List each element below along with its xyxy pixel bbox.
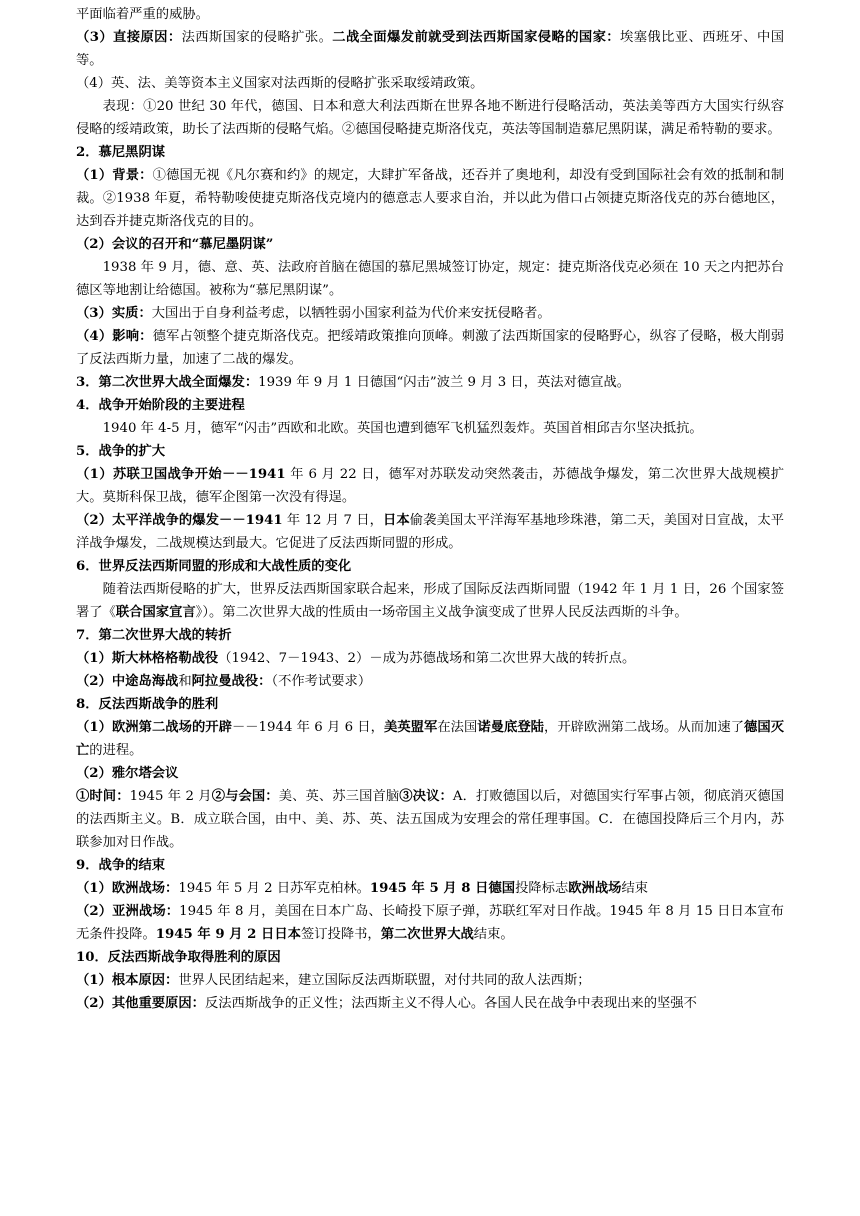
paragraph-munich-background xyxy=(76,164,784,233)
paragraph-europe xyxy=(76,877,784,900)
paragraph-yalta xyxy=(76,785,784,854)
subheading-yalta xyxy=(76,762,784,785)
paragraph-alliance xyxy=(76,578,784,624)
label: ③决议： xyxy=(399,789,453,804)
text: （不作考试要求） xyxy=(271,674,372,689)
text: 在法国 xyxy=(437,720,478,735)
label: （1）背景： xyxy=(76,168,153,183)
text: 1939 年 9 月 1 日德国“闪击”波兰 9 月 3 日，英法对德宣战。 xyxy=(258,375,631,390)
paragraph-munich-essence xyxy=(76,302,784,325)
heading-text: 8．反法西斯战争的胜利 xyxy=(76,697,219,712)
text: 埃塞俄比亚、西班牙、中国等。 xyxy=(76,30,785,68)
paragraph-munich-impact xyxy=(76,325,784,371)
label: ②与会国： xyxy=(211,789,279,804)
text: 美、英、苏三国首脑 xyxy=(278,789,400,804)
bold-text: 1945 年 5 月 8 日德国 xyxy=(369,881,516,896)
bold-text: 二战全面爆发前就受到法西斯国家侵略的国家： xyxy=(332,30,620,45)
text: 1945 年 2 月 xyxy=(129,789,212,804)
text: 1945 年 8 月，美国在日本广岛、长崎投下原子弹，苏联红军对日作战。1945 年 8 月 15 日日本宣布无条件投降。 xyxy=(76,904,784,942)
text: 和 xyxy=(178,674,192,689)
paragraph-intro-tail xyxy=(76,3,784,26)
heading-expansion xyxy=(76,440,784,463)
bold-text: 第二次世界大战 xyxy=(380,927,474,942)
heading-end xyxy=(76,854,784,877)
text: （4）英、法、美等资本主义国家对法西斯的侵略扩张采取绥靖政策。 xyxy=(76,76,484,91)
text: 德军占领整个捷克斯洛伐克。把绥靖政策推向顶峰。刺激了法西斯国家的侵略野心，纵容了侵略，极大削弱了反法西斯力量，加速了二战的爆发。 xyxy=(76,329,784,367)
text: 世界人民团结起来，建立国际反法西斯联盟，对付共同的敌人法西斯； xyxy=(178,973,591,988)
text: 签订投降书， xyxy=(300,927,381,942)
heading-munich xyxy=(76,141,784,164)
heading-text: （2）雅尔塔会议 xyxy=(76,766,179,781)
label: （2）其他重要原因： xyxy=(76,996,205,1011)
heading-victory xyxy=(76,693,784,716)
paragraph-outbreak xyxy=(76,371,784,394)
heading-reasons xyxy=(76,946,784,969)
label: （2）太平洋战争的爆发－－1941 xyxy=(76,513,283,528)
text: 1940 年 4-5 月，德军“闪击”西欧和北欧。英国也遭到德军飞机猛烈轰炸。英国首相邱吉尔坚决抵抗。 xyxy=(102,421,703,436)
label: ①时间： xyxy=(76,789,130,804)
text: 结束。 xyxy=(473,927,514,942)
label: （3）实质： xyxy=(76,306,152,321)
text: 结束 xyxy=(621,881,649,896)
heading-early-stage xyxy=(76,394,784,417)
bold-text: 诺曼底登陆 xyxy=(477,720,545,735)
text: 年 12 月 7 日， xyxy=(282,513,383,528)
label: （1）欧洲第二战场的开辟 xyxy=(76,720,232,735)
paragraph-second-front xyxy=(76,716,784,762)
heading-text: 10．反法西斯战争取得胜利的原因 xyxy=(76,950,281,965)
label: （2）中途岛海战 xyxy=(76,674,179,689)
label: （3）直接原因： xyxy=(76,30,182,45)
paragraph-root-reason xyxy=(76,969,784,992)
paragraph-direct-cause xyxy=(76,26,784,72)
bold-text: 德国灭亡 xyxy=(76,720,784,758)
subheading-munich-meeting xyxy=(76,233,784,256)
paragraph-other-reasons xyxy=(76,992,784,1015)
paragraph-early-stage xyxy=(76,417,784,440)
heading-alliance xyxy=(76,555,784,578)
text: 投降标志 xyxy=(515,881,569,896)
paragraph-munich-meeting xyxy=(76,256,784,302)
text: （1942、7－1943、2）－成为苏德战场和第二次世界大战的转折点。 xyxy=(218,651,636,666)
text: 平面临着严重的威胁。 xyxy=(76,7,209,22)
text: 年 6 月 22 日，德军对苏联发动突然袭击，苏德战争爆发，第二次世界大战规模扩大。莫斯科保卫战，德军企图第一次没有得逞。 xyxy=(76,467,784,505)
heading-text: 6．世界反法西斯同盟的形成和大战性质的变化 xyxy=(76,559,352,574)
text: 随着法西斯侵略的扩大，世界反法西斯国家联合起来，形成了国际反法西斯同盟（1942 年 1 月 1 日，26 个国家签署了《 xyxy=(76,582,784,620)
label: 3．第二次世界大战全面爆发： xyxy=(76,375,259,390)
paragraph-appeasement xyxy=(76,72,784,95)
bold-text: 欧洲战场 xyxy=(568,881,622,896)
heading-text: 7．第二次世界大战的转折 xyxy=(76,628,232,643)
heading-text: 9．战争的结束 xyxy=(76,858,166,873)
text: 1945 年 5 月 2 日苏军克柏林。 xyxy=(178,881,370,896)
text: 反法西斯战争的正义性；法西斯主义不得人心。各国人民在战争中表现出来的坚强不 xyxy=(204,996,697,1011)
text: 表现：①20 世纪 30 年代，德国、日本和意大利法西斯在世界各地不断进行侵略活动，英法美等西方大国实行纵容侵略的绥靖政策，助长了法西斯的侵略气焰。②德国侵略捷克斯洛伐克，英法等国制造慕尼黑阴谋，满足希特勒的要求。 xyxy=(76,99,784,137)
heading-text: 5．战争的扩大 xyxy=(76,444,166,459)
text: ，开辟欧洲第二战场。从而加速了 xyxy=(544,720,745,735)
label: （1）欧洲战场： xyxy=(76,881,179,896)
text: 偷袭美国太平洋海军基地珍珠港，第二天，美国对日宣战，太平洋战争爆发，二战规模达到最大。它促进了反法西斯同盟的形成。 xyxy=(76,513,785,551)
bold-text: 日本 xyxy=(382,513,410,528)
text: 大国出于自身利益考虑，以牺牲弱小国家利益为代价来安抚侵略者。 xyxy=(151,306,551,321)
heading-text: 2．慕尼黑阴谋 xyxy=(76,145,166,160)
text: 1938 年 9 月，德、意、英、法政府首脑在德国的慕尼黑城签订协定，规定：捷克斯洛伐克必须在 10 天之内把苏台德区等地割让给德国。被称为“慕尼黑阴谋”。 xyxy=(76,260,784,298)
text: 法西斯国家的侵略扩张。 xyxy=(181,30,333,45)
text: A．打败德国以后，对德国实行军事占领，彻底消灭德国的法西斯主义。B．成立联合国，由中、美、苏、英、法五国成为安理会的常任理事国。C．在德国投降后三个月内，苏联参加对日作战。 xyxy=(76,789,785,850)
bold-text: 联合国家宣言 xyxy=(115,605,196,620)
heading-turning-point xyxy=(76,624,784,647)
label: （2）亚洲战场： xyxy=(76,904,180,919)
text: 》）。第二次世界大战的性质由一场帝国主义战争演变成了世界人民反法西斯的斗争。 xyxy=(195,605,688,620)
label: （1）斯大林格格勒战役 xyxy=(76,651,219,666)
heading-text: 4．战争开始阶段的主要进程 xyxy=(76,398,245,413)
label: （1）根本原因： xyxy=(76,973,179,988)
label: 阿拉曼战役： xyxy=(191,674,272,689)
paragraph-midway xyxy=(76,670,784,693)
paragraph-expansion-soviet xyxy=(76,463,784,509)
text: 的进程。 xyxy=(89,743,143,758)
text: ①德国无视《凡尔赛和约》的规定，大肆扩军备战，还吞并了奥地利，却没有受到国际社会有效的抵制和制裁。②1938 年夏，希特勒唆使捷克斯洛伐克境内的德意志人要求自治，并以此为借口占领捷克斯洛伐克的苏台德地区，达到吞并捷克斯洛伐克的目的。 xyxy=(76,168,784,229)
paragraph-appeasement-performance xyxy=(76,95,784,141)
paragraph-asia xyxy=(76,900,784,946)
label: （4）影响： xyxy=(76,329,153,344)
label: （1）苏联卫国战争开始－－1941 xyxy=(76,467,286,482)
bold-text: 美英盟军 xyxy=(383,720,438,735)
bold-text: 1945 年 9 月 2 日日本 xyxy=(155,927,301,942)
text: －－1944 年 6 月 6 日， xyxy=(231,720,384,735)
paragraph-stalingrad xyxy=(76,647,784,670)
heading-text: （2）会议的召开和“慕尼墨阴谋” xyxy=(76,237,274,252)
paragraph-expansion-pacific xyxy=(76,509,784,555)
